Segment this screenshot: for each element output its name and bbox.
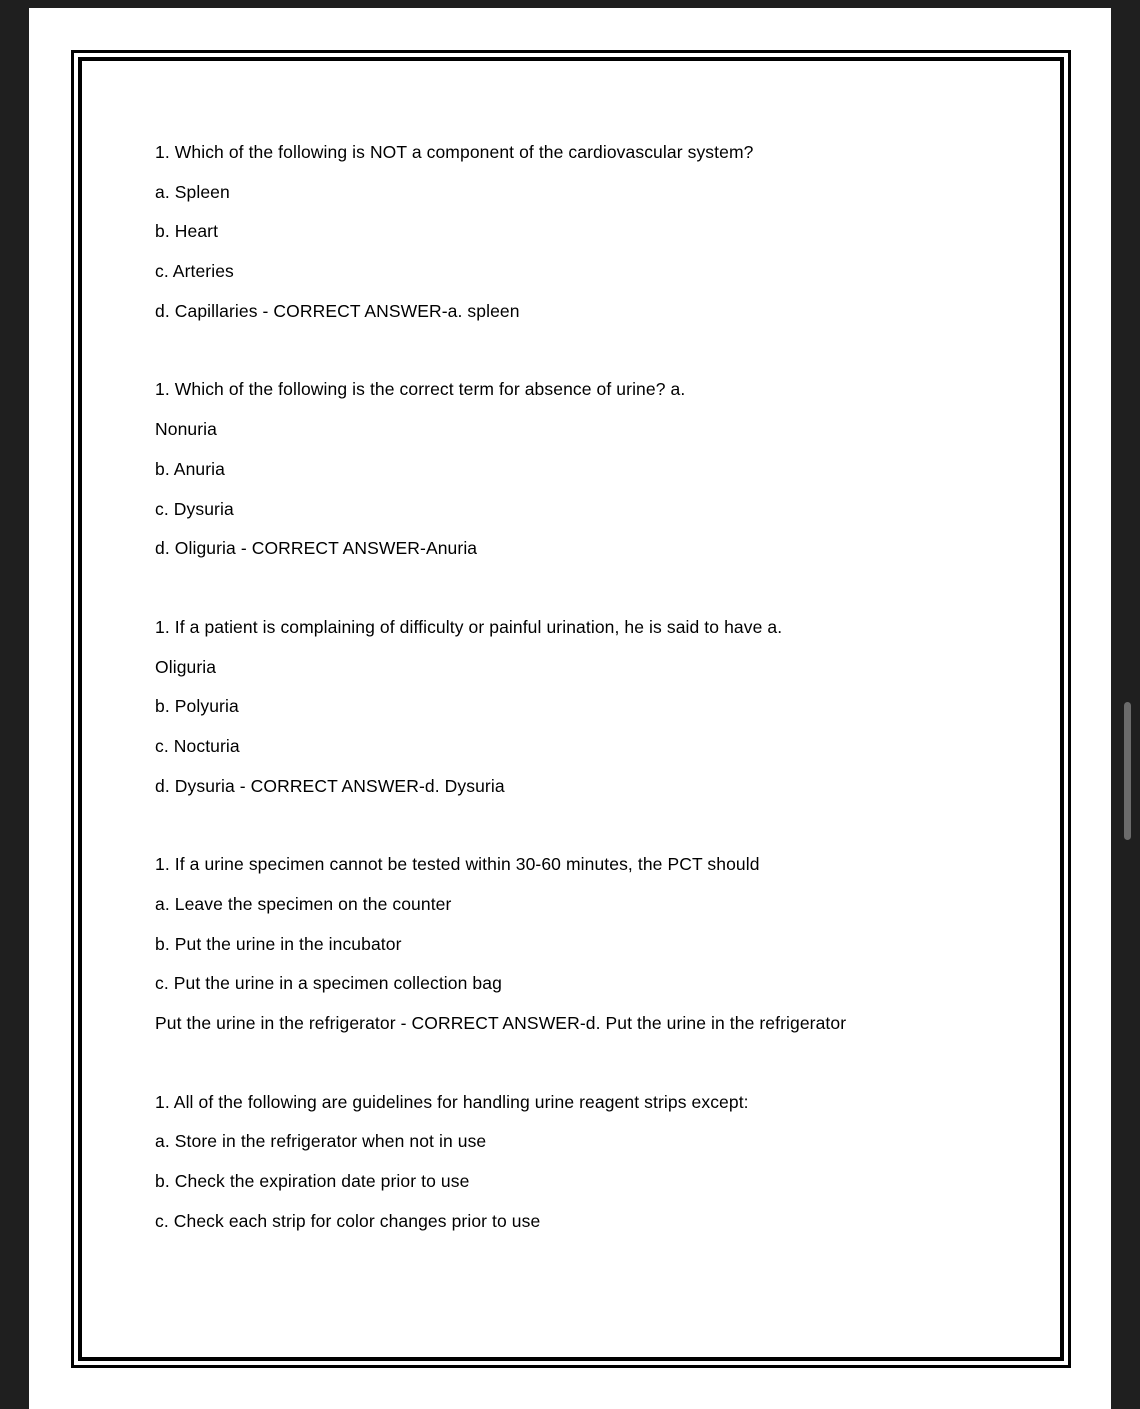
answer-option: b. Anuria: [155, 458, 225, 479]
answer-option-with-correct-answer: d. Capillaries - CORRECT ANSWER-a. spleen: [155, 300, 520, 321]
question-text: 1. Which of the following is NOT a component of the cardiovascular system?: [155, 142, 754, 162]
question-text: 1. If a urine specimen cannot be tested within 30-60 minutes, the PCT should: [155, 854, 760, 875]
answer-option: a. Leave the specimen on the counter: [155, 894, 452, 914]
answer-option: a. Store in the refrigerator when not in use: [155, 1131, 487, 1152]
answer-option: Nonuria: [155, 419, 217, 440]
answer-option: c. Dysuria: [155, 498, 234, 519]
answer-option: c. Put the urine in a specimen collection bag: [155, 973, 502, 994]
answer-option: a. Spleen: [155, 181, 230, 202]
answer-option: b. Put the urine in the incubator: [155, 933, 402, 954]
question-text: 1. Which of the following is the correct term for absence of urine? a.: [155, 379, 686, 400]
question-block-2: [155, 377, 1055, 575]
question-block-3: [155, 615, 1055, 813]
answer-option: c. Arteries: [155, 261, 234, 282]
question-text: 1. All of the following are guidelines for handling urine reagent strips except:: [155, 1091, 749, 1112]
answer-option: c. Nocturia: [155, 735, 240, 756]
question-list: [155, 140, 1055, 1288]
answer-option: b. Heart: [155, 221, 219, 242]
answer-option: Oliguria: [155, 656, 217, 677]
question-text: 1. If a patient is complaining of difficulty or painful urination, he is said to have a.: [155, 616, 783, 637]
question-block-1: [155, 140, 1055, 338]
answer-option: b. Check the expiration date prior to use: [155, 1171, 470, 1192]
question-block-5: [155, 1090, 1055, 1249]
answer-option: c. Check each strip for color changes prior to use: [155, 1210, 541, 1231]
answer-option: b. Polyuria: [155, 696, 239, 717]
answer-option-with-correct-answer: d. Oliguria - CORRECT ANSWER-Anuria: [155, 538, 478, 559]
document-page: [29, 8, 1111, 1409]
answer-option-with-correct-answer: d. Dysuria - CORRECT ANSWER-d. Dysuria: [155, 775, 505, 796]
question-block-4: [155, 852, 1055, 1050]
answer-option-with-correct-answer: Put the urine in the refrigerator - CORRECT ANSWER-d. Put the urine in the refrigerator: [155, 1013, 847, 1034]
vertical-scrollbar-thumb[interactable]: [1124, 702, 1131, 840]
